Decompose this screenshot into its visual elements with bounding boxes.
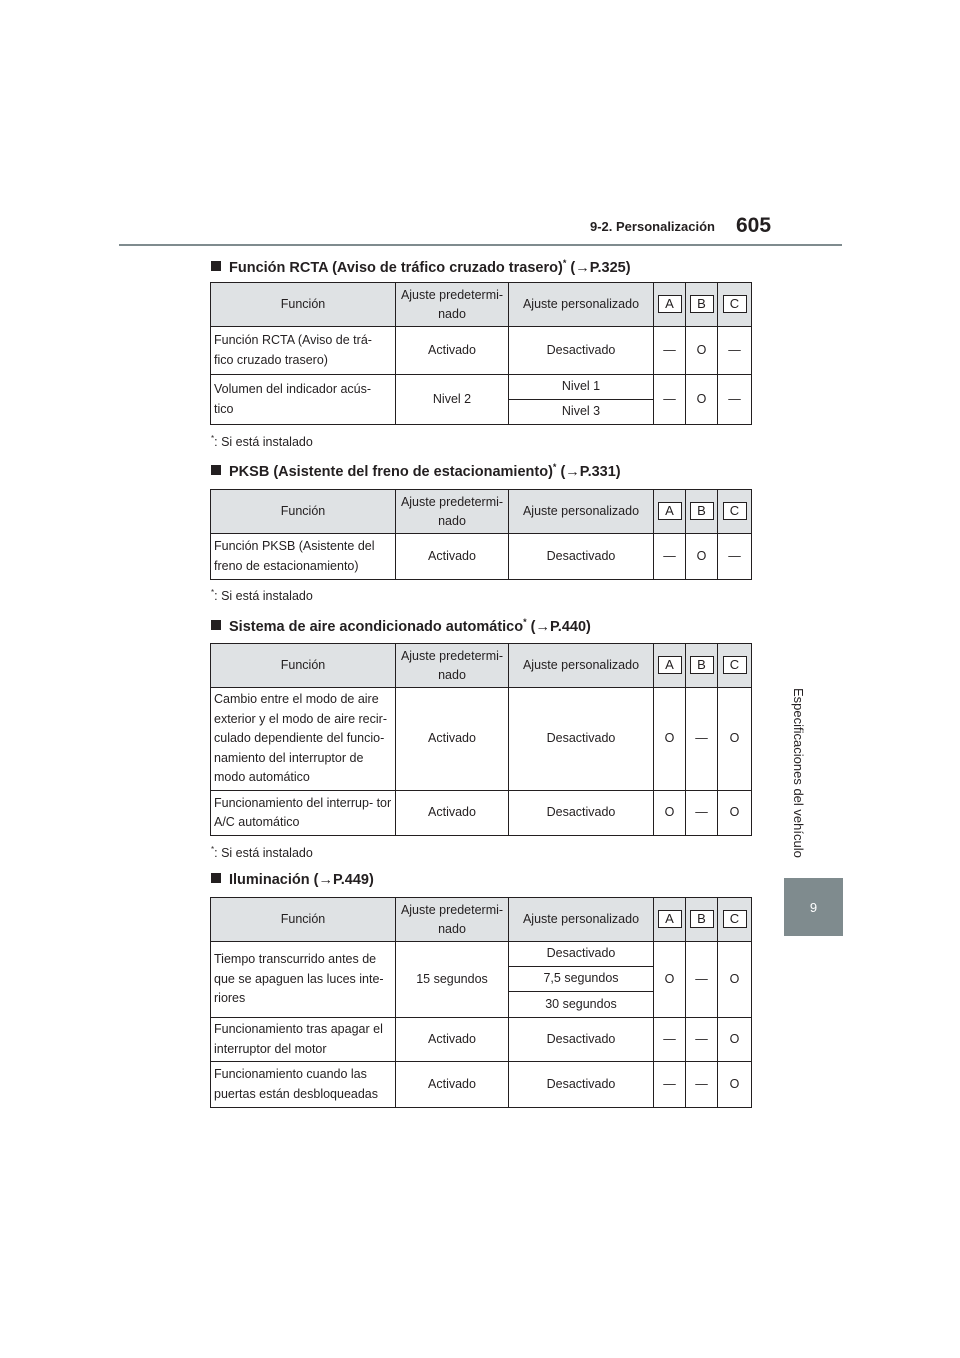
mode-c-value: O	[718, 1062, 752, 1108]
mode-b-value: —	[686, 688, 718, 791]
mode-c-value: —	[718, 375, 752, 425]
table-row	[211, 375, 752, 400]
settings-table	[210, 489, 752, 580]
column-header-custom: Ajuste personalizado	[509, 283, 654, 327]
function-name: Funcionamiento del interrup- tor A/C automático	[211, 791, 396, 836]
section-title: 9-2. Personalización	[590, 219, 715, 234]
mode-a-value: —	[654, 375, 686, 425]
mode-a-value: —	[654, 1062, 686, 1108]
default-setting: Activado	[396, 688, 509, 791]
footnote: *: Si está instalado	[211, 588, 313, 604]
table-header-row	[211, 283, 752, 327]
settings-table	[210, 282, 752, 425]
mode-c-value: O	[718, 1018, 752, 1062]
table-row	[211, 688, 752, 791]
column-header-b	[686, 898, 718, 942]
table-row	[211, 1018, 752, 1062]
default-setting: Activado	[396, 327, 509, 375]
section-heading-title: PKSB (Asistente del freno de estacionamiento)	[229, 463, 553, 480]
function-name: Funcionamiento cuando las puertas están desbloqueadas	[211, 1062, 396, 1108]
custom-setting: Desactivado	[509, 688, 654, 791]
column-header-default: Ajuste predetermi- nado	[396, 490, 509, 534]
mode-a-value: —	[654, 327, 686, 375]
section-heading	[211, 617, 591, 635]
mode-b-value: —	[686, 1018, 718, 1062]
custom-setting: Desactivado	[509, 1062, 654, 1108]
column-header-function: Función	[211, 898, 396, 942]
table-row	[211, 1062, 752, 1108]
default-setting: Nivel 2	[396, 375, 509, 425]
mode-a-label: A	[658, 502, 682, 520]
mode-c-value: O	[718, 688, 752, 791]
column-header-c	[718, 898, 752, 942]
page-number: 605	[736, 214, 772, 237]
page-reference-link[interactable]: (→P.449)	[313, 872, 374, 888]
column-header-c	[718, 644, 752, 688]
mode-b-value: O	[686, 534, 718, 580]
column-header-b	[686, 283, 718, 327]
custom-setting: 30 segundos	[509, 992, 654, 1018]
column-header-custom: Ajuste personalizado	[509, 898, 654, 942]
footnote-text: Si está instalado	[221, 846, 313, 861]
mode-c-label: C	[723, 656, 747, 674]
column-header-default: Ajuste predetermi- nado	[396, 898, 509, 942]
footnote-mark: *	[211, 588, 215, 597]
mode-c-value: O	[718, 942, 752, 1018]
chapter-number: 9	[809, 899, 818, 915]
custom-setting: Desactivado	[509, 534, 654, 580]
function-name: Tiempo transcurrido antes de que se apaguen las luces inte- riores	[211, 942, 396, 1018]
chapter-title: Especificaciones del vehículo	[791, 688, 806, 858]
mode-c-label: C	[723, 910, 747, 928]
page-reference-link[interactable]: (→P.331)	[560, 463, 621, 480]
mode-c-value: —	[718, 327, 752, 375]
mode-b-label: B	[690, 502, 714, 520]
custom-setting: Nivel 3	[509, 400, 654, 425]
table-header-row	[211, 898, 752, 942]
chapter-tab[interactable]	[784, 878, 843, 936]
custom-setting: Desactivado	[509, 942, 654, 967]
section-heading	[211, 872, 374, 888]
mode-a-value: —	[654, 534, 686, 580]
column-header-a	[654, 898, 686, 942]
column-header-a	[654, 283, 686, 327]
footnote: *: Si está instalado	[211, 845, 313, 861]
footnote: *: Si está instalado	[211, 434, 313, 450]
function-name: Función RCTA (Aviso de trá- fico cruzado trasero)	[211, 327, 396, 375]
default-setting: Activado	[396, 1062, 509, 1108]
mode-c-label: C	[723, 295, 747, 313]
function-name: Función PKSB (Asistente del freno de estacionamiento)	[211, 534, 396, 580]
mode-a-value: O	[654, 791, 686, 836]
default-setting: Activado	[396, 1018, 509, 1062]
column-header-default: Ajuste predetermi- nado	[396, 644, 509, 688]
default-setting: 15 segundos	[396, 942, 509, 1018]
footnote-text: Si está instalado	[221, 435, 313, 450]
table-row	[211, 942, 752, 967]
custom-setting: 7,5 segundos	[509, 967, 654, 992]
table-header-row	[211, 644, 752, 688]
custom-setting: Desactivado	[509, 791, 654, 836]
column-header-function: Función	[211, 283, 396, 327]
column-header-custom: Ajuste personalizado	[509, 644, 654, 688]
footnote-text: Si está instalado	[221, 589, 313, 604]
column-header-b	[686, 644, 718, 688]
mode-b-label: B	[690, 295, 714, 313]
mode-a-value: —	[654, 1018, 686, 1062]
bullet-square-icon	[211, 465, 221, 475]
header-rule	[119, 244, 842, 246]
custom-setting: Nivel 1	[509, 375, 654, 400]
bullet-square-icon	[211, 873, 221, 883]
mode-a-label: A	[658, 295, 682, 313]
function-name: Cambio entre el modo de aire exterior y el modo de aire recir- culado dependiente del funcio- namiento del interruptor de modo automático	[211, 688, 396, 791]
table-header-row	[211, 490, 752, 534]
bullet-square-icon	[211, 620, 221, 630]
column-header-function: Función	[211, 490, 396, 534]
table-row	[211, 791, 752, 836]
settings-table	[210, 643, 752, 836]
mode-a-value: O	[654, 942, 686, 1018]
column-header-a	[654, 490, 686, 534]
mode-b-value: —	[686, 1062, 718, 1108]
mode-b-value: O	[686, 375, 718, 425]
default-setting: Activado	[396, 791, 509, 836]
column-header-c	[718, 490, 752, 534]
page-reference-link[interactable]: (→P.440)	[530, 618, 591, 635]
section-heading-title: Iluminación	[229, 872, 310, 888]
table-row	[211, 327, 752, 375]
mode-a-label: A	[658, 656, 682, 674]
function-name: Volumen del indicador acús- tico	[211, 375, 396, 425]
column-header-c	[718, 283, 752, 327]
section-heading-title: Función RCTA (Aviso de tráfico cruzado trasero)	[229, 259, 563, 276]
section-heading	[211, 462, 621, 480]
function-name: Funcionamiento tras apagar el interruptor del motor	[211, 1018, 396, 1062]
settings-table	[210, 897, 752, 1108]
footnote-mark: *	[562, 258, 567, 268]
column-header-a	[654, 644, 686, 688]
mode-b-label: B	[690, 656, 714, 674]
mode-b-value: O	[686, 327, 718, 375]
custom-setting: Desactivado	[509, 1018, 654, 1062]
default-setting: Activado	[396, 534, 509, 580]
footnote-mark: *	[211, 845, 215, 854]
column-header-custom: Ajuste personalizado	[509, 490, 654, 534]
column-header-b	[686, 490, 718, 534]
mode-a-label: A	[658, 910, 682, 928]
mode-b-value: —	[686, 942, 718, 1018]
footnote-mark: *	[552, 462, 557, 472]
footnote-mark: *	[211, 434, 215, 443]
mode-a-value: O	[654, 688, 686, 791]
mode-c-value: —	[718, 534, 752, 580]
column-header-function: Función	[211, 644, 396, 688]
mode-c-value: O	[718, 791, 752, 836]
footnote-mark: *	[523, 617, 527, 627]
table-row	[211, 534, 752, 580]
section-heading	[211, 258, 631, 276]
custom-setting: Desactivado	[509, 327, 654, 375]
column-header-default: Ajuste predetermi- nado	[396, 283, 509, 327]
mode-c-label: C	[723, 502, 747, 520]
bullet-square-icon	[211, 261, 221, 271]
mode-b-label: B	[690, 910, 714, 928]
mode-b-value: —	[686, 791, 718, 836]
section-heading-title: Sistema de aire acondicionado automático	[229, 618, 524, 635]
page-reference-link[interactable]: (→P.325)	[570, 259, 631, 276]
